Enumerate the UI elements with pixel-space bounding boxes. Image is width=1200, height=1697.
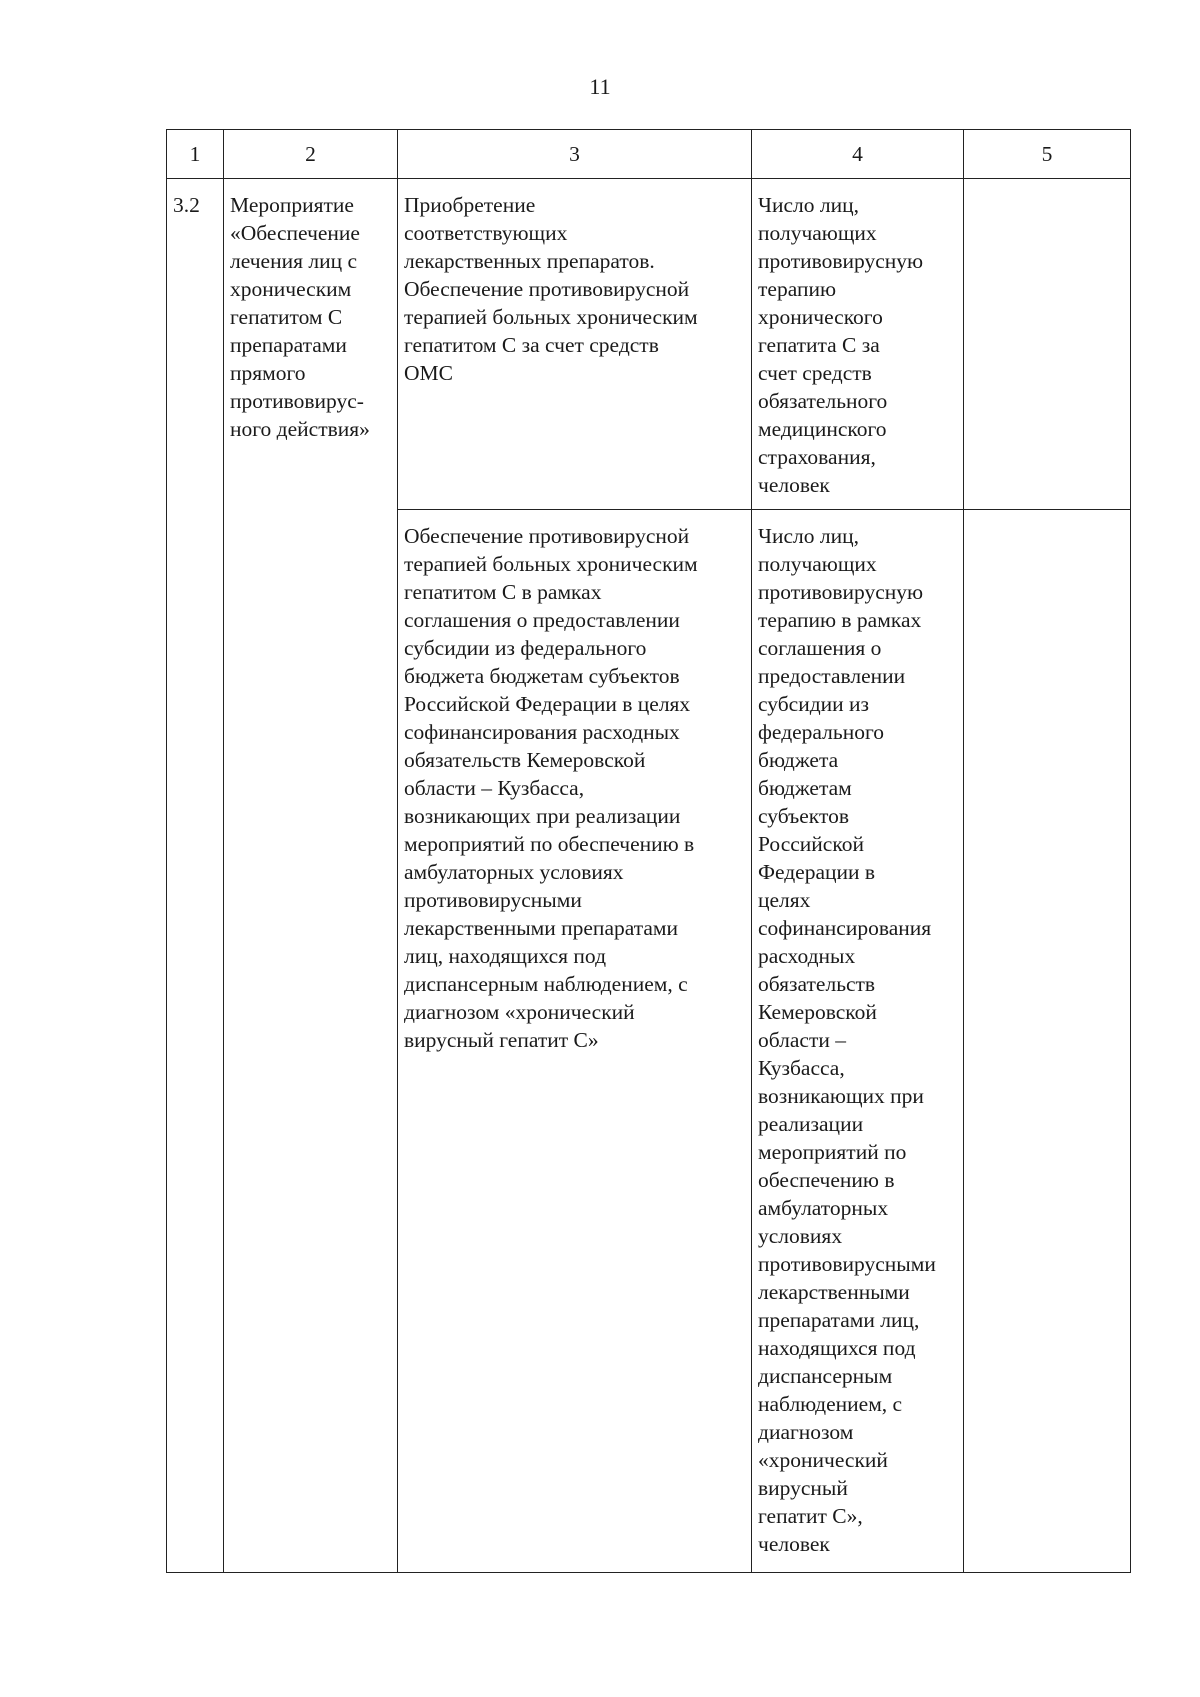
action-cell [398, 510, 752, 1573]
value-cell [964, 179, 1131, 510]
action-text: Приобретение соответствующих лекарственных препаратов. Обеспечение противовирусной терапией больных хроническим гепатитом С за счет средств ОМС [404, 193, 698, 385]
column-header-2: 2 [224, 130, 398, 179]
indicator-text: Число лиц, получающих противовирусную терапию хронического гепатита С за счет средств обязательного медицинского страхования, человек [758, 193, 924, 497]
item-number-cell [167, 179, 224, 1573]
column-header-4: 4 [752, 130, 964, 179]
indicator-cell [752, 179, 964, 510]
table-row [167, 179, 1131, 510]
action-cell [398, 179, 752, 510]
measures-table [166, 129, 1131, 1573]
page-number: 11 [589, 74, 611, 99]
table-header-row [167, 130, 1131, 179]
column-header-1: 1 [167, 130, 224, 179]
indicator-text: Число лиц, получающих противовирусную терапию в рамках соглашения о предоставлении субсидии из федерального бюджета бюджетам субъектов Российской Федерации в целях софинансирования расходных обязательств Кемеровской области – Кузбасса, возникающих при реализации мероприятий по обеспечению в амбулаторных условиях противовирусными лекарственными препаратами лиц, находящихся под диспансерным наблюдением, с диагнозом «хронический вирусный гепатит С», человек [758, 524, 936, 1556]
item-number: 3.2 [173, 193, 200, 217]
value-cell [964, 510, 1131, 1573]
action-text: Обеспечение противовирусной терапией больных хроническим гепатитом С в рамках соглашения о предоставлении субсидии из федерального бюджета бюджетам субъектов Российской Федерации в целях софинансирования расходных обязательств Кемеровской области – Кузбасса, возникающих при реализации мероприятий по обеспечению в амбулаторных условиях противовирусными лекарственными препаратами лиц, находящихся под диспансерным наблюдением, с диагнозом «хронический вирусный гепатит С» [404, 524, 698, 1052]
event-cell [224, 179, 398, 1573]
event-name: Мероприятие «Обеспечение лечения лиц с хроническим гепатитом С препаратами прямого противовирус- ного действия» [230, 193, 370, 441]
column-header-3: 3 [398, 130, 752, 179]
column-header-5: 5 [964, 130, 1131, 179]
indicator-cell [752, 510, 964, 1573]
